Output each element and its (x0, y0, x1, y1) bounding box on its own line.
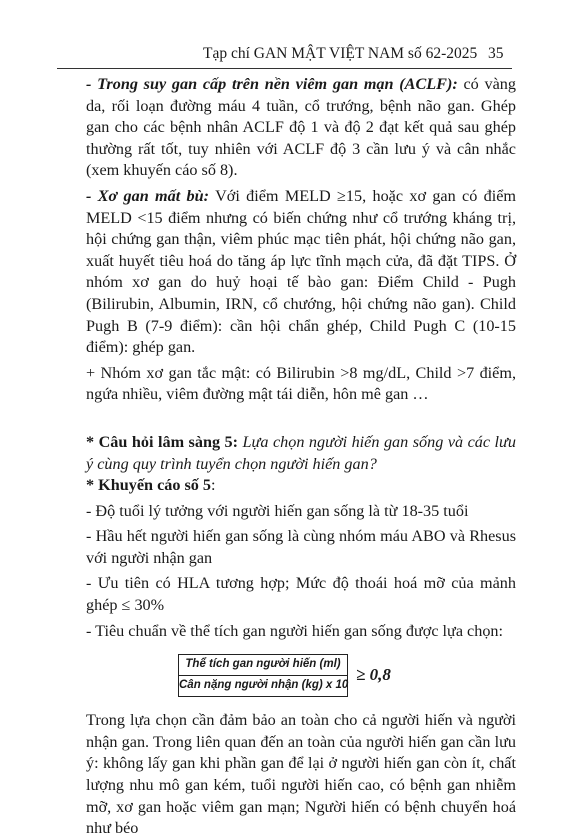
xogan-text: Với điểm MELD ≥15, hoặc xơ gan có điểm MELD <15 điểm nhưng có biến chứng như cổ trướng kháng trị, hội chứng gan thận, viêm phúc mạc tiên phát, hội chứng não gan, xuất huyết tiêu hoá do tăng áp lực tĩnh mạch cửa, đã đặt TIPS. Ở nhóm xơ gan do huỷ hoại tế bào gan: Điểm Child - Pugh (Bilirubin, Albumin, IRN, cổ chướng, hội chứng não gan). Child Pugh B (7-9 điểm): cần hội chẩn ghép, Child Pugh C (10-15 điểm): ghép gan. (86, 186, 517, 357)
xogan-label: - Xơ gan mất bù: (86, 186, 210, 205)
header-divider (57, 68, 512, 69)
page-number: 35 (488, 45, 504, 62)
aclf-paragraph (86, 74, 516, 182)
recommendation-item-3: - Ưu tiên có HLA tương hợp; Mức độ thoái hoá mỡ của mảnh ghép ≤ 30% (86, 574, 516, 615)
formula-denominator: Cân nặng người nhận (kg) x 10 (179, 678, 349, 691)
article-body (86, 74, 516, 840)
formula-numerator: Thể tích gan người hiến (ml) (179, 655, 347, 676)
recommendation-item-2: - Hầu hết người hiến gan sống là cùng nhóm máu ABO và Rhesus với người nhận gan (86, 527, 516, 567)
question-label: * Câu hỏi lâm sàng 5: (86, 432, 239, 451)
recommendation-heading: * Khuyến cáo số 5: (86, 476, 216, 495)
liver-volume-formula (178, 652, 516, 698)
recommendation-item-4: - Tiêu chuẩn về thể tích gan người hiến gan sống được lựa chọn: (86, 621, 504, 640)
question-text: Lựa chọn người hiến gan sống và các lưu ý cùng quy trình tuyển chọn người hiến gan? (86, 432, 516, 473)
clinical-question (86, 432, 516, 475)
donor-safety-paragraph: Trong lựa chọn cần đảm bảo an toàn cho cả người hiến và người nhận gan. Trong liên quan đến an toàn của người hiến gan cần lưu ý: không lấy gan khi phần gan để lại ở người hiến gan còn ít, chất lượng nhu mô gan kém, tuổi người hiến cao, có bệnh gan nhiễm mỡ, xơ gan hoặc viêm gan mạn; Người hiến có bệnh chuyển hoá như béo (86, 711, 516, 838)
aclf-text: có vàng da, rối loạn đường máu 4 tuần, cổ trướng, bệnh não gan. Ghép gan cho các bệnh nhân ACLF độ 1 và độ 2 đạt kết quả sau ghép thường rất tốt, tuy nhiên với ACLF độ 3 cần lưu ý và cân nhắc (xem khuyến cáo số 8). (86, 75, 516, 180)
formula-fraction (178, 654, 348, 697)
decompensated-cirrhosis-paragraph (86, 186, 516, 359)
recommendation-label: * Khuyến cáo số 5 (86, 476, 212, 495)
running-header (0, 44, 572, 64)
recommendation-item-1: - Độ tuổi lý tưởng với người hiến gan sống là từ 18-35 tuổi (86, 501, 469, 520)
journal-title: Tạp chí GAN MẬT VIỆT NAM số 62-2025 (203, 45, 478, 62)
aclf-label: - Trong suy gan cấp trên nền viêm gan mạn (ACLF): (86, 75, 458, 93)
cholestatic-cirrhosis-paragraph: + Nhóm xơ gan tắc mật: có Bilirubin >8 mg/dL, Child >7 điểm, ngứa nhiều, viêm đường mật tái diễn, hôn mê gan … (86, 363, 516, 404)
formula-result: ≥ 0,8 (356, 665, 391, 685)
